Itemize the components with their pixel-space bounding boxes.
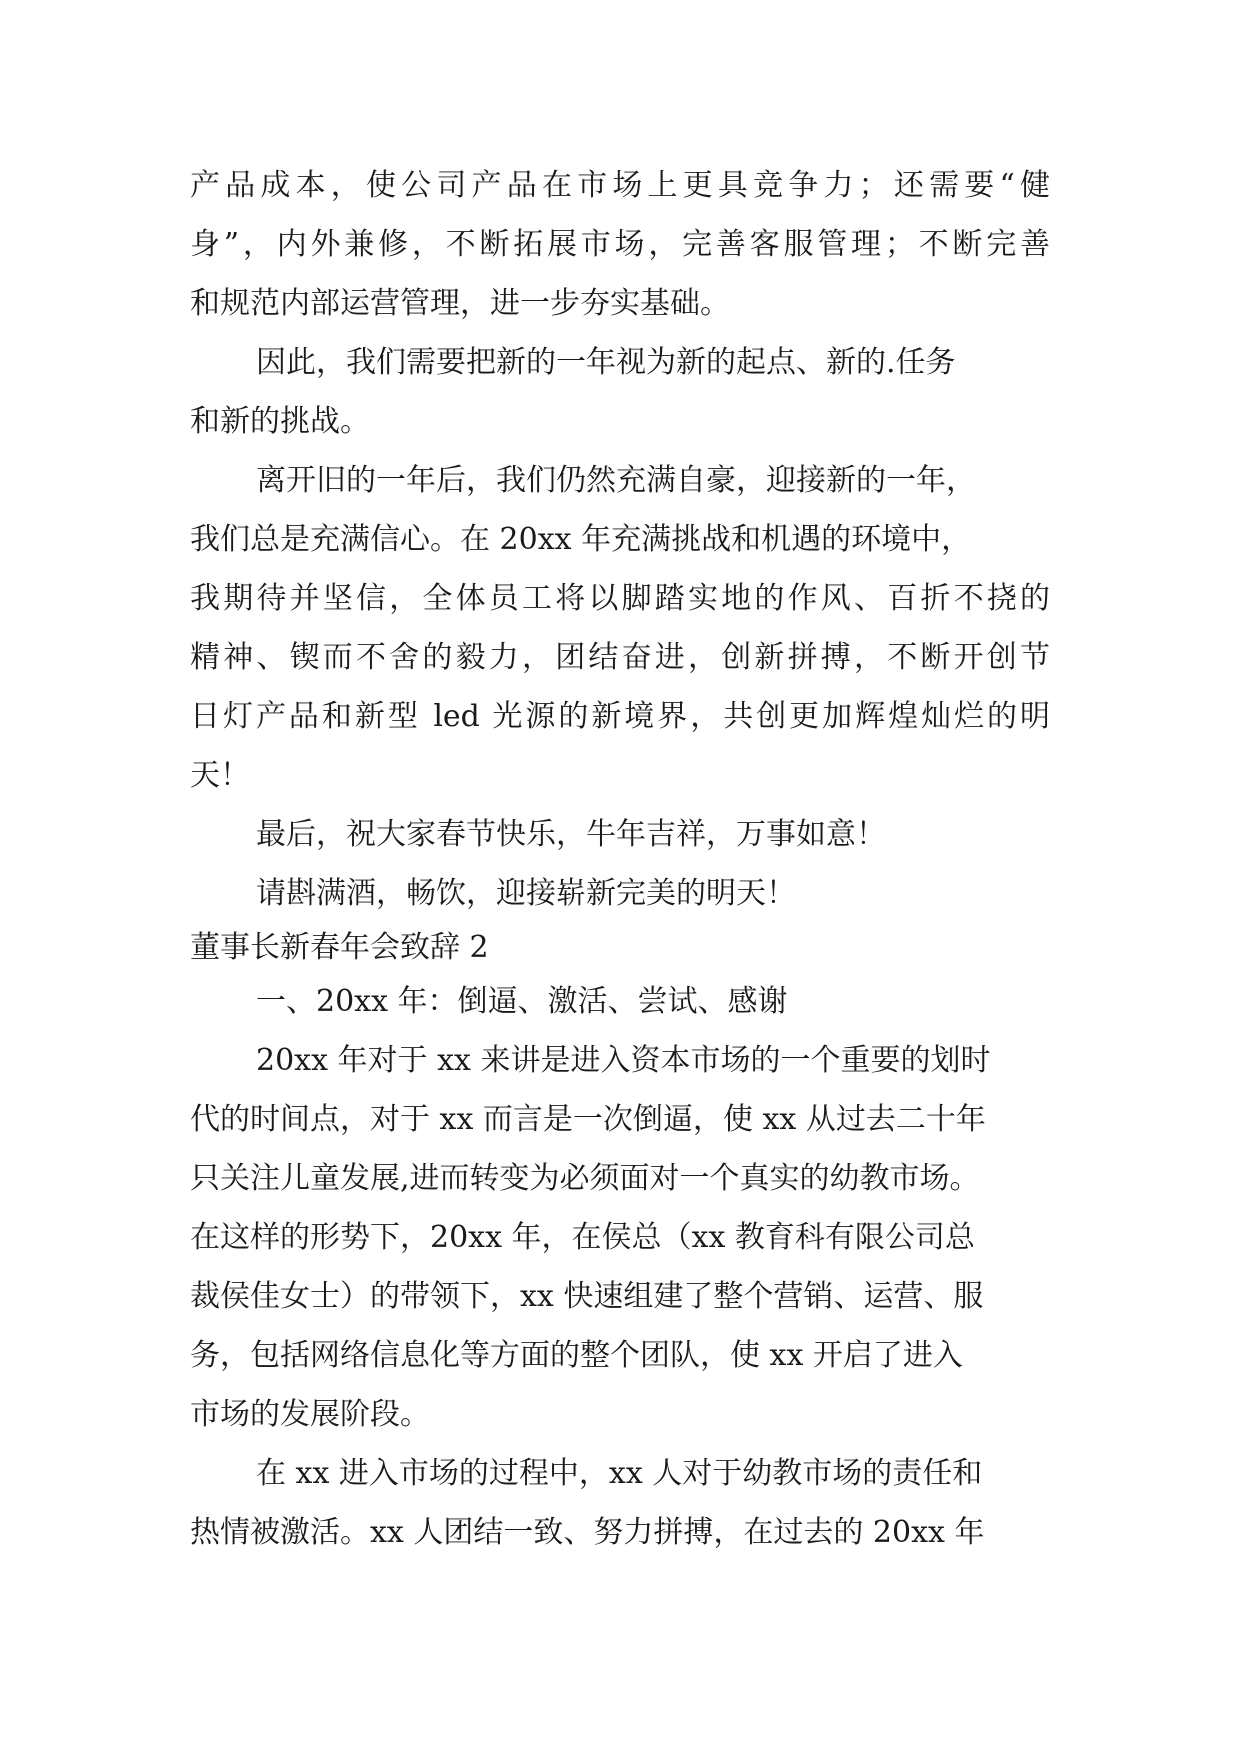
paragraph-first-line: 在 xx 进入市场的过程中，xx 人对于幼教市场的责任和: [256, 1456, 983, 1491]
body-line: 务，包括网络信息化等方面的整个团队，使 xx 开启了进入: [190, 1338, 963, 1373]
body-line: 和新的挑战。: [190, 404, 370, 439]
subsection-heading: 一、20xx 年：倒逼、激活、尝试、感谢: [256, 984, 788, 1019]
body-line: 在这样的形势下，20xx 年，在侯总（xx 教育科有限公司总: [190, 1220, 975, 1255]
body-line: 和规范内部运营管理，进一步夯实基础。: [190, 286, 730, 321]
body-line: 代的时间点，对于 xx 而言是一次倒逼，使 xx 从过去二十年: [190, 1102, 986, 1137]
body-line: 裁侯佳女士）的带领下，xx 快速组建了整个营销、运营、服: [190, 1279, 984, 1314]
paragraph-first-line: 最后，祝大家春节快乐，牛年吉祥，万事如意！: [256, 817, 886, 852]
body-line: 我们总是充满信心。在 20xx 年充满挑战和机遇的环境中，: [190, 522, 972, 557]
body-line: 精神、锲而不舍的毅力，团结奋进，创新拼搏，不断开创节: [190, 640, 1050, 675]
paragraph-first-line: 离开旧的一年后，我们仍然充满自豪，迎接新的一年，: [256, 463, 976, 498]
body-line: 身”，内外兼修，不断拓展市场，完善客服管理；不断完善: [190, 227, 1050, 262]
body-line: 日灯产品和新型 led 光源的新境界，共创更加辉煌灿烂的明: [190, 699, 1050, 734]
body-line: 市场的发展阶段。: [190, 1397, 430, 1432]
body-line: 只关注儿童发展,进而转变为必须面对一个真实的幼教市场。: [190, 1161, 980, 1196]
body-line: 我期待并坚信，全体员工将以脚踏实地的作风、百折不挠的: [190, 581, 1050, 616]
paragraph-first-line: 20xx 年对于 xx 来讲是进入资本市场的一个重要的划时: [256, 1043, 991, 1078]
paragraph-first-line: 因此，我们需要把新的一年视为新的起点、新的.任务: [256, 345, 956, 380]
paragraph-first-line: 请斟满酒，畅饮，迎接崭新完美的明天！: [256, 876, 796, 911]
body-line: 热情被激活。xx 人团结一致、努力拼搏，在过去的 20xx 年: [190, 1515, 985, 1550]
section-heading: 董事长新春年会致辞 2: [190, 930, 489, 965]
body-line: 天！: [190, 758, 250, 793]
body-line: 产品成本，使公司产品在市场上更具竞争力；还需要“健: [190, 168, 1050, 203]
